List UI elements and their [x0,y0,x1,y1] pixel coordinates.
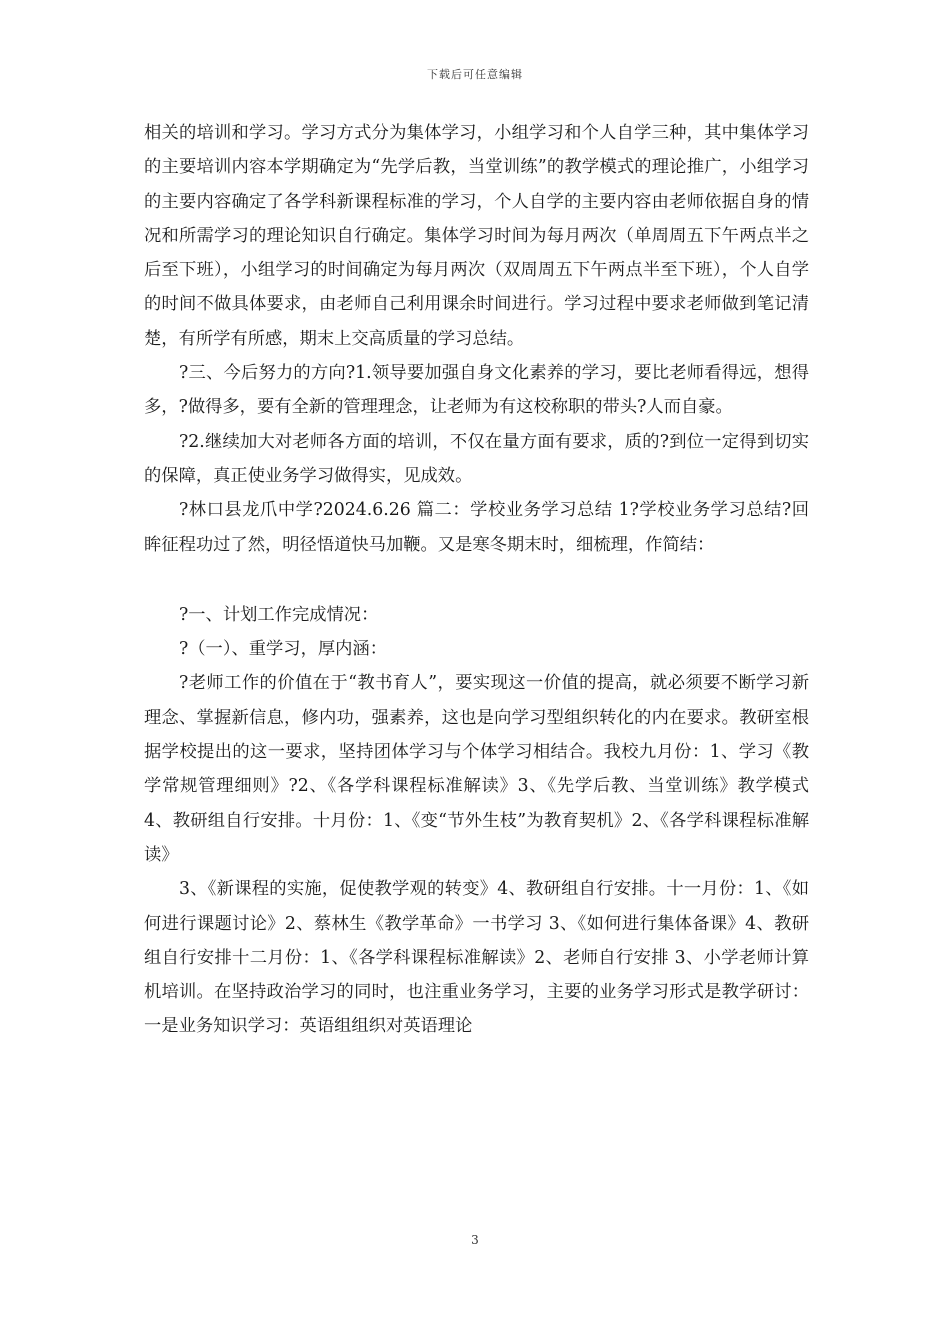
paragraph-spacer [144,562,809,598]
page-number: 3 [471,1233,479,1247]
paragraph-future-direction: ?三、今后努力的方向?1.领导要加强自身文化素养的学习，要比老师看得远，想得多，?做得多，要有全新的管理理念，让老师为有这校称职的带头?人而自豪。 [144,363,809,418]
subsection-heading-study: ?（一）、重学习，厚内涵： [179,639,387,660]
document-body [144,116,809,1044]
paragraph-continue-training: ?2.继续加大对老师各方面的培训，不仅在量方面有要求，质的?到位一定得到切实的保障，真正使业务学习做得实，见成效。 [144,431,809,486]
page-header: 下载后可任意编辑 [427,68,523,81]
paragraph-school-signature: ?林口县龙爪中学?2024.6.26 篇二：学校业务学习总结 1?学校业务学习总结?回眸征程功过了然，明径悟道快马加鞭。又是寒冬期末时，细梳理，作简结： [144,500,809,555]
paragraph-training-methods: 相关的培训和学习。学习方式分为集体学习，小组学习和个人自学三种，其中集体学习的主要培训内容本学期确定为“先学后教，当堂训练”的教学模式的理论推广，小组学习的主要内容确定了各学科新课程标准的学习，个人自学的主要内容由老师依据自身的情况和所需学习的理论知识自行确定。集体学习时间为每月两次（单周周五下午两点半之后至下班），小组学习的时间确定为每月两次（双周周五下午两点半至下班），个人自学的时间不做具体要求，由老师自己利用课余时间进行。学习过程中要求老师做到笔记清楚，有所学有所感，期末上交高质量的学习总结。 [144,123,809,349]
paragraph-teacher-value: ?老师工作的价值在于“教书育人”，要实现这一价值的提高，就必须要不断学习新理念、掌握新信息，修内功，强素养，这也是向学习型组织转化的内在要求。教研室根据学校提出的这一要求，坚持团体学习与个体学习相结合。我校九月份：1、学习《教学常规管理细则》?2、《各学科课程标准解读》3、《先学后教、当堂训练》教学模式 4、教研组自行安排。十月份：1、《变“节外生枝”为教育契机》2、《各学科课程标准解读》 [144,673,809,865]
section-heading-plan: ?一、计划工作完成情况： [179,604,379,625]
paragraph-monthly-schedule: 3、《新课程的实施，促使教学观的转变》4、教研组自行安排。十一月份：1、《如何进行课题讨论》2、蔡林生《教学革命》一书学习 3、《如何进行集体备课》4、教研组自行安排十二月份：1、《各学科课程标准解读》2、老师自行安排 3、小学老师计算机培训。在坚持政治学习的同时，也注重业务学习，主要的业务学习形式是教学研讨：一是业务知识学习：英语组组织对英语理论 [144,879,809,1037]
